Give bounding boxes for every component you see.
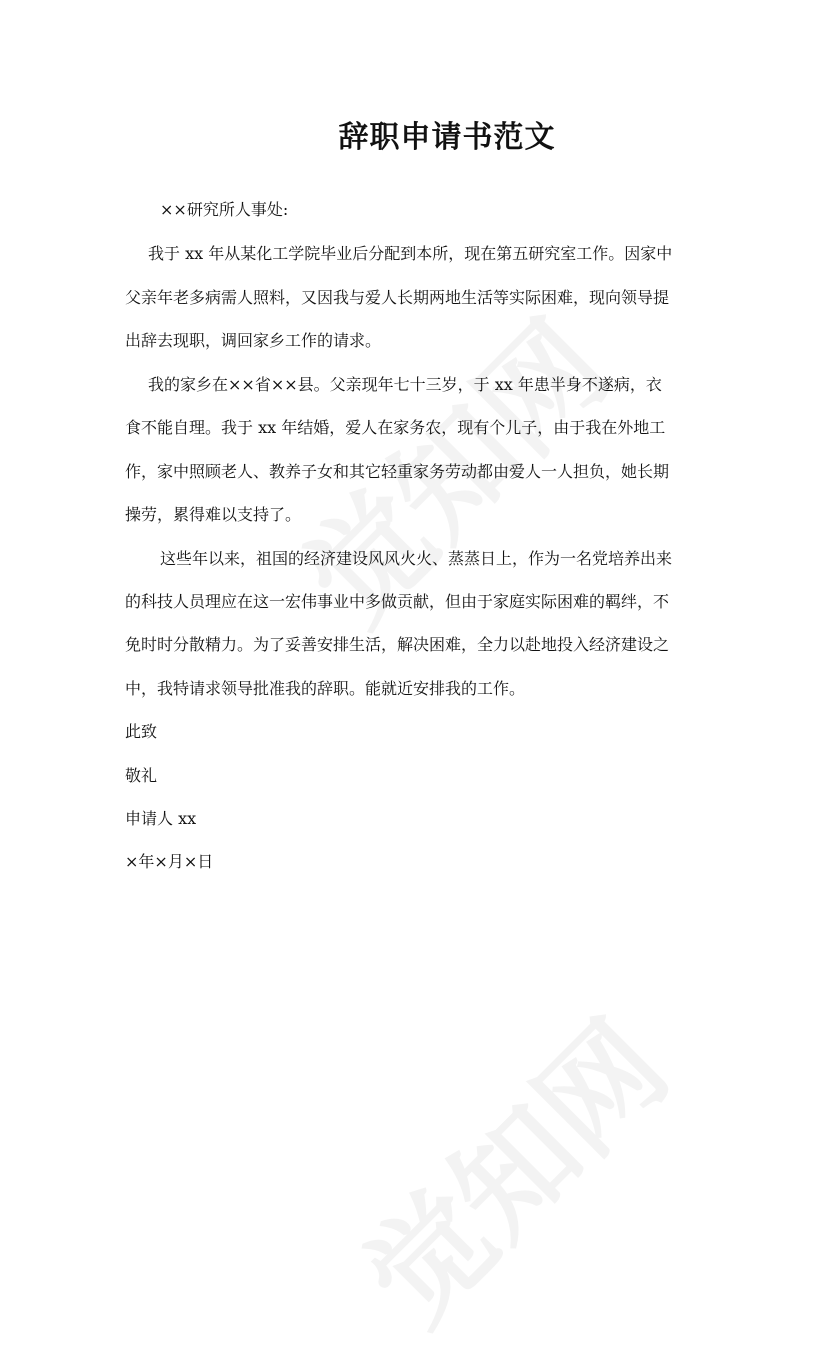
paragraph-3-line-3: 免时时分散精力。为了妥善安排生活，解决困难，全力以赴地投入经济建设之 [125,635,670,654]
paragraph-3-line-2: 的科技人员理应在这一宏伟事业中多做贡献，但由于家庭实际困难的羁绊，不 [125,592,670,611]
paragraph-3-line-1: 这些年以来，祖国的经济建设风风火火、蒸蒸日上，作为一名党培养出来 [160,549,673,568]
paragraph-2-line-4: 操劳，累得难以支持了。 [125,505,302,524]
watermark [322,978,698,1354]
paragraph-2-line-1: 我的家乡在××省××县。父亲现年七十三岁，于 xx 年患半身不遂病，衣 [148,375,662,394]
closing-jingli: 敬礼 [125,766,158,785]
paragraph-1-line-3: 出辞去现职，调回家乡工作的请求。 [125,331,382,350]
paragraph-1-line-1: 我于 xx 年从某化工学院毕业后分配到本所，现在第五研究室工作。因家中 [148,244,673,263]
applicant-signature: 申请人 xx [125,809,197,828]
paragraph-3-line-4: 中，我特请求领导批准我的辞职。能就近安排我的工作。 [125,679,526,698]
closing-cizhi: 此致 [125,722,158,741]
salutation: ××研究所人事处: [160,200,289,219]
paragraph-1-line-2: 父亲年老多病需人照料，又因我与爱人长期两地生活等实际困难，现向领导提 [125,288,670,307]
paragraph-2-line-2: 食不能自理。我于 xx 年结婚，爱人在家务农，现有个儿子，由于我在外地工 [125,418,666,437]
paragraph-2-line-3: 作，家中照顾老人、教养子女和其它轻重家务劳动都由爱人一人担负，她长期 [125,462,670,481]
document-title: 辞职申请书范文 [338,120,556,155]
date-line: ×年×月×日 [125,852,214,871]
